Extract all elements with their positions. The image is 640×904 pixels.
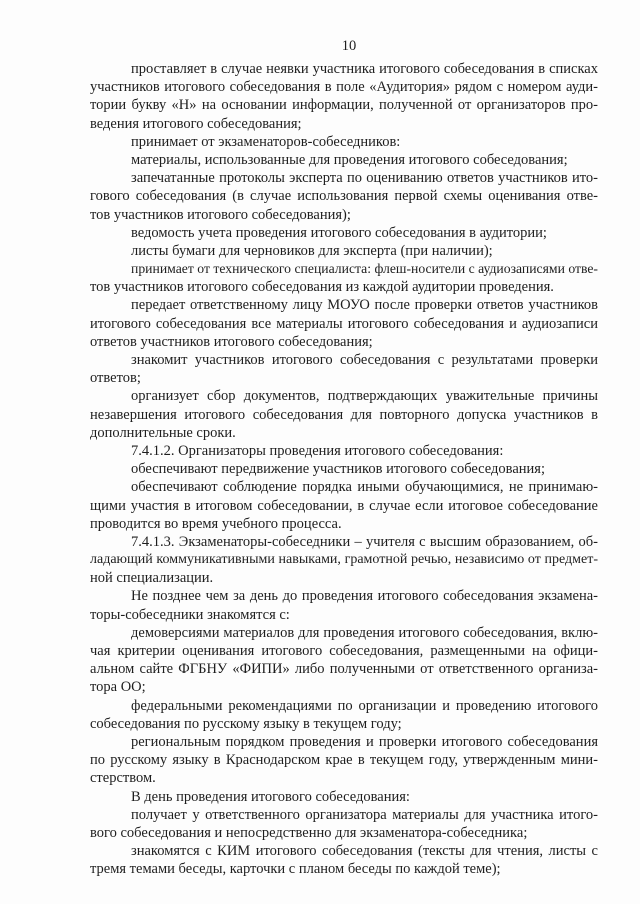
text-line: чая критерии оценивания итогового собеседования, размещенными на офици- [90,643,598,659]
text-line: 7.4.1.3. Экзаменаторы-собеседники – учителя с высшим образованием, об- [131,533,598,550]
text-line: незавершения итогового собеседования для повторного допуска участников в [90,406,598,423]
text-line: по русскому языку в Краснодарском крае в текущем году, утвержденным мини- [90,752,598,769]
text-line: передает ответственному лицу МОУО после проверки ответов участников [131,297,598,314]
text-line: итогового собеседования все материалы итогового собеседования и аудиозаписи [90,315,598,332]
paragraph [90,60,598,133]
text-line: обеспечивают соблюдение порядка иными обучающимися, не принимаю- [131,479,598,496]
list-item [90,478,598,533]
text-line: знакомит участников итогового собеседования с результатами проверки [131,352,598,368]
text-line: гового собеседования (в случае использования первой схемы оценивания отве- [90,188,598,205]
text-line: принимает от экзаменаторов-собеседников: [131,133,401,150]
text-line: тов участников итогового собеседования); [90,206,351,223]
text-line: дополнительные сроки. [90,424,236,441]
paragraph [90,587,598,623]
text-line: ной специализации. [90,570,214,587]
text-line: знакомятся с КИМ итогового собеседования (тексты для чтения, листы с [131,843,598,860]
text-line: ведомость учета проведения итогового собеседования в аудитории; [131,224,547,241]
text-line: тремя темами беседы, карточки с планом беседы по каждой теме); [90,861,501,878]
list-item [90,624,598,697]
text-line: ведения итогового собеседования; [90,115,302,132]
body-text [90,60,598,878]
text-line: тов участников итогового собеседования из каждой аудитории проведения. [90,279,554,296]
list-item [90,697,598,733]
text-line: региональным порядком проведения и проверки итогового собеседования [131,733,598,750]
paragraph [90,133,598,151]
text-line: альном сайте ФГБНУ «ФИПИ» либо полученными от ответственного организа- [90,661,598,678]
text-line: тора ОО; [90,679,146,696]
list-item [90,806,598,842]
text-line: принимает от технического специалиста: флеш-носители с аудиозаписями отве- [131,261,598,277]
text-line: тории букву «Н» на основании информации, полученной от организаторов про- [90,97,598,114]
list-item [90,242,598,260]
section-heading [90,442,598,460]
text-line: вого собеседования и непосредственно для экзаменатора-собеседника; [90,824,528,841]
page-number: 10 [341,38,357,54]
list-item [90,733,598,788]
text-line: проводится во время учебного процесса. [90,515,342,532]
list-item [90,151,598,169]
text-line: ладающий коммуникативными навыками, грамотной речью, независимо от предмет- [90,552,598,568]
paragraph [90,260,598,296]
paragraph [90,788,598,806]
text-line: федеральными рекомендациями по организации и проведению итогового [131,697,598,714]
text-line: материалы, использованные для проведения итогового собеседования; [131,151,568,168]
text-line: демоверсиями материалов для проведения итогового собеседования, вклю- [131,624,598,641]
list-item [90,460,598,478]
text-line: собеседования по русскому языку в текущем году; [90,715,402,732]
text-line: запечатанные протоколы эксперта по оцениванию ответов участников ито- [131,170,598,187]
text-line: получает у ответственного организатора материалы для участника итого- [131,806,598,823]
text-line: щими участия в итоговом собеседовании, в случае если итоговое собеседование [90,497,598,514]
text-line: ответов участников итогового собеседования; [90,333,373,350]
list-item [90,169,598,224]
text-line: обеспечивают передвижение участников итогового собеседования; [131,461,545,478]
text-line: проставляет в случае неявки участника итогового собеседования в списках [131,61,598,77]
section-heading [90,533,598,588]
paragraph [90,296,598,351]
text-line: участников итогового собеседования в поле «Аудитория» рядом с номером ауди- [90,79,598,96]
text-line: организует сбор документов, подтверждающих уважительные причины [131,388,598,405]
text-line: торы-собеседники знакомятся с: [90,606,290,623]
text-line: ответов; [90,370,141,387]
text-line: листы бумаги для черновиков для эксперта (при наличии); [131,242,493,259]
text-line: 7.4.1.2. Организаторы проведения итогового собеседования: [131,442,504,459]
list-item [90,842,598,878]
paragraph [90,351,598,387]
paragraph [90,387,598,442]
list-item [90,224,598,242]
text-line: В день проведения итогового собеседования: [131,788,410,805]
text-line: стерством. [90,770,156,787]
text-line: Не позднее чем за день до проведения итогового собеседования экзамена- [131,588,598,605]
